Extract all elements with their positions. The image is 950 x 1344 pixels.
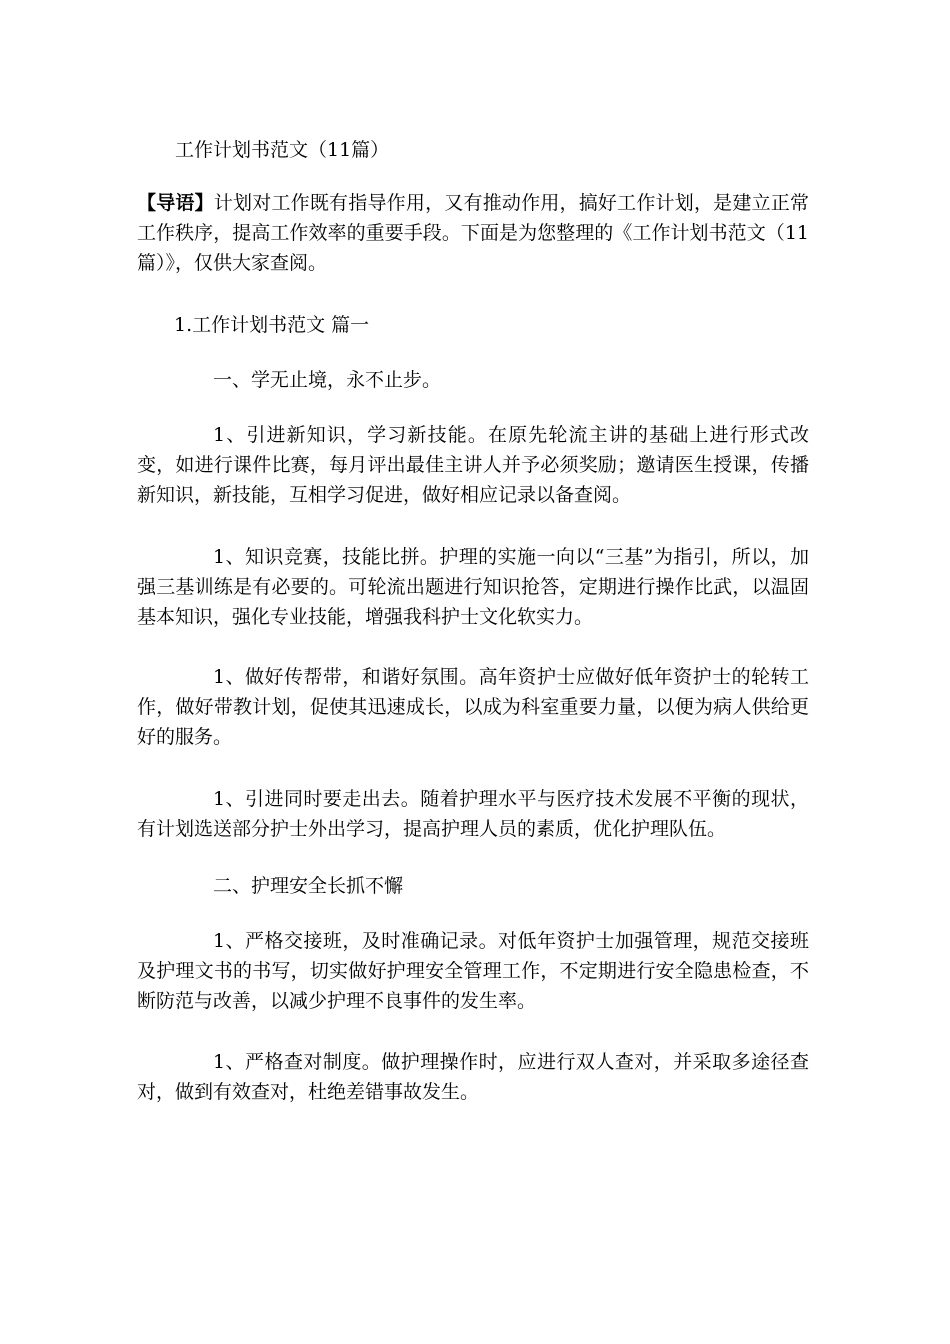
paragraph: 1、严格交接班，及时准确记录。对低年资护士加强管理，规范交接班及护理文书的书写，切实做好护理安全管理工作，不定期进行安全隐患检查，不断防范与改善，以减少护理不良事件的发生率。 <box>137 930 809 1012</box>
document-title: 工作计划书范文（11篇） <box>175 139 390 161</box>
part1-heading: 一、学无止境，永不止步。 <box>213 369 442 391</box>
part2-heading: 二、护理安全长抓不懈 <box>213 875 404 897</box>
intro-text: 计划对工作既有指导作用，又有推动作用，搞好工作计划，是建立正常工作秩序，提高工作效率的重要手段。下面是为您整理的《工作计划书范文（11篇）》，仅供大家查阅。 <box>137 192 809 274</box>
paragraph: 1、知识竞赛，技能比拼。护理的实施一向以“三基”为指引，所以，加强三基训练是有必要的。可轮流出题进行知识抢答，定期进行操作比武，以温固基本知识，强化专业技能，增强我科护士文化软实力。 <box>137 546 809 628</box>
paragraph: 1、引进新知识，学习新技能。在原先轮流主讲的基础上进行形式改变，如进行课件比赛，每月评出最佳主讲人并予必须奖励；邀请医生授课，传播新知识，新技能，互相学习促进，做好相应记录以备查阅。 <box>137 424 809 506</box>
paragraph: 1、严格查对制度。做护理操作时，应进行双人查对，并采取多途径查对，做到有效查对，杜绝差错事故发生。 <box>137 1051 809 1103</box>
intro-paragraph <box>137 188 809 278</box>
paragraph: 1、引进同时要走出去。随着护理水平与医疗技术发展不平衡的现状，有计划选送部分护士外出学习，提高护理人员的素质，优化护理队伍。 <box>137 788 809 840</box>
paragraph: 1、做好传帮带，和谐好氛围。高年资护士应做好低年资护士的轮转工作，做好带教计划，促使其迅速成长，以成为科室重要力量，以便为病人供给更好的服务。 <box>137 666 809 748</box>
section-heading: 1.工作计划书范文 篇一 <box>174 314 370 336</box>
intro-lead: 【导语】 <box>137 192 214 214</box>
